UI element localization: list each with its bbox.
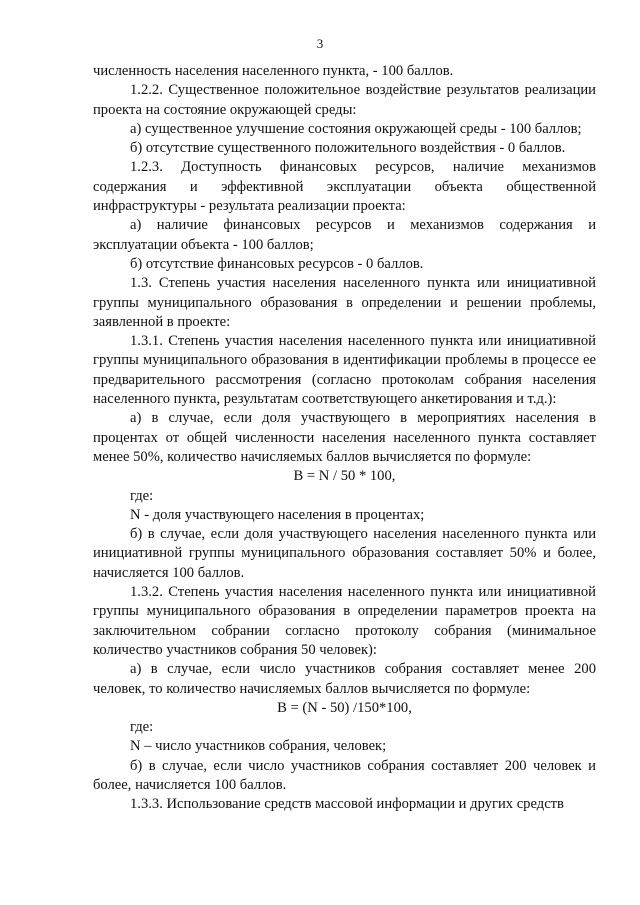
paragraph: 1.2.2. Существенное положительное воздействие результатов реализации проекта на состояние окружающей среды: <box>93 82 596 118</box>
paragraph: а) наличие финансовых ресурсов и механизмов содержания и эксплуатации объекта - 100 баллов; <box>93 217 596 253</box>
paragraph: а) в случае, если число участников собрания составляет менее 200 человек, то количество начисляемых баллов вычисляется по формуле: <box>93 661 596 697</box>
paragraph: N – число участников собрания, человек; <box>130 738 387 755</box>
page-number: 3 <box>316 36 324 51</box>
paragraph: 1.3.1. Степень участия населения населенного пункта или инициативной группы муниципального образования в идентификации проблемы в процессе ее предварительного рассмотрения (согласно протоколам собрания населения населенного пункта, результатам соответствующего анкетирования и т.д.): <box>93 333 596 408</box>
formula-line: B = N / 50 * 100, <box>293 468 396 485</box>
paragraph: где: <box>130 719 154 736</box>
document-body <box>93 62 596 815</box>
paragraph: б) отсутствие финансовых ресурсов - 0 баллов. <box>130 255 424 272</box>
paragraph: б) в случае, если число участников собрания составляет 200 человек и более, начисляется 100 баллов. <box>93 757 596 793</box>
paragraph: 1.2.3. Доступность финансовых ресурсов, наличие механизмов содержания и эффективной эксплуатации объекта общественной инфраструктуры - результата реализации проекта: <box>93 159 596 215</box>
paragraph: 1.3.2. Степень участия населения населенного пункта или инициативной группы муниципального образования в определении параметров проекта на заключительном собрании согласно протоколу собрания (минимальное количество участников собрания 50 человек): <box>93 584 596 658</box>
paragraph: 1.3. Степень участия населения населенного пункта или инициативной группы муниципального образования в определении и решении проблемы, заявленной в проекте: <box>93 275 596 330</box>
paragraph: а) существенное улучшение состояния окружающей среды - 100 баллов; <box>130 120 582 137</box>
paragraph: б) в случае, если доля участвующего населения населенного пункта или инициативной группы муниципального образования составляет 50% и более, начисляется 100 баллов. <box>93 526 596 581</box>
paragraph: N - доля участвующего населения в процентах; <box>130 506 425 523</box>
paragraph: 1.3.3. Использование средств массовой информации и других средств <box>130 796 564 813</box>
paragraph: где: <box>130 487 154 504</box>
paragraph: б) отсутствие существенного положительного воздействия - 0 баллов. <box>130 140 566 157</box>
paragraph: а) в случае, если доля участвующего в мероприятиях населения в процентах от общей численности населения населенного пункта составляет менее 50%, количество начисляемых баллов вычисляется по формуле: <box>93 410 596 465</box>
paragraph: численность населения населенного пункта, - 100 баллов. <box>93 63 454 79</box>
formula-line: B = (N - 50) /150*100, <box>277 699 412 716</box>
